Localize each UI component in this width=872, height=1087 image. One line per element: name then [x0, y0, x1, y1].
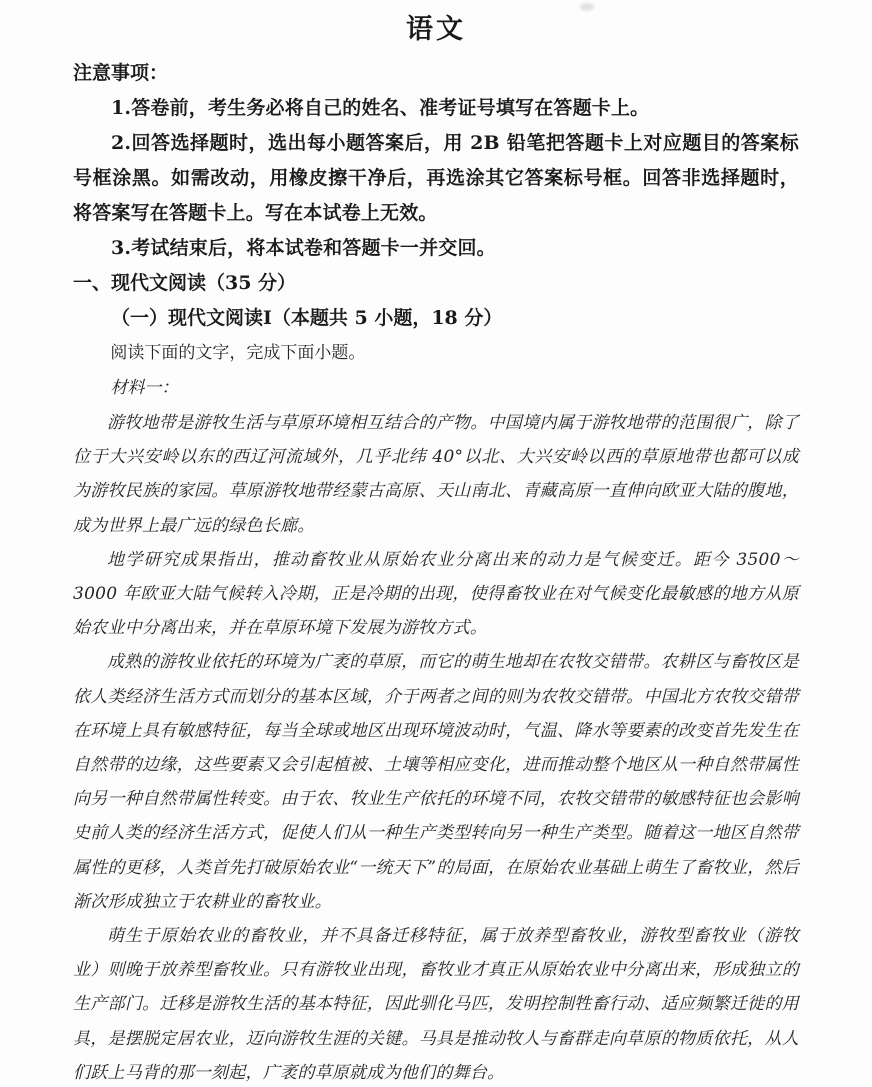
subsection-heading: （一）现代文阅读Ⅰ（本题共 5 小题，18 分） — [111, 307, 503, 329]
reading-instruction: 阅读下面的文字，完成下面小题。 — [110, 343, 366, 363]
scan-smudge — [580, 3, 594, 11]
material-paragraph-3: 成熟的游牧业依托的环境为广袤的草原，而它的萌生地却在农牧交错带。农耕区与畜牧区是依人类经济生活方式而划分的基本区域，介于两者之间的则为农牧交错带。中国北方农牧交错带在环境上具有敏感特征，每当全球或地区出现环境波动时，气温、降水等要素的改变首先发生在自然带的边缘，这些要素又会引起植被、土壤等相应变化，进而推动整个地区从一种自然带属性向另一种自然带属性转变。由于农、牧业生产依托的环境不同，农牧交错带的敏感特征也会影响史前人类的经济生活方式，促使人们从一种生产类型转向另一种生产类型。随着这一地区自然带属性的更移，人类首先打破原始农业“一统天下”的局面，在原始农业基础上萌生了畜牧业，然后渐次形成独立于农耕业的畜牧业。 — [73, 652, 799, 912]
section-heading: 一、现代文阅读（35 分） — [73, 272, 297, 294]
material-paragraph-1: 游牧地带是游牧生活与草原环境相互结合的产物。中国境内属于游牧地带的范围很广，除了位于大兴安岭以东的西辽河流域外，几乎北纬 40°以北、大兴安岭以西的草原地带也都可以成为游牧民族的家园。草原游牧地带经蒙古高原、天山南北、青藏高原一直伸向欧亚大陆的腹地，成为世界上最广远的绿色长廊。 — [73, 413, 799, 536]
notice-heading: 注意事项： — [73, 62, 169, 84]
material-one-label: 材料一： — [110, 378, 179, 398]
notice-item-2: 2.回答选择题时，选出每小题答案后，用 2B 铅笔把答题卡上对应题目的答案标号框涂黑。如需改动，用橡皮擦干净后，再选涂其它答案标号框。回答非选择题时，将答案写在答题卡上。写在本试卷上无效。 — [73, 132, 799, 224]
exam-title: 语文 — [406, 14, 466, 45]
material-paragraph-4: 萌生于原始农业的畜牧业，并不具备迁移特征，属于放养型畜牧业，游牧型畜牧业（游牧业）则晚于放养型畜牧业。只有游牧业出现，畜牧业才真正从原始农业中分离出来，形成独立的生产部门。迁移是游牧生活的基本特征，因此驯化马匹，发明控制牲畜行动、适应频繁迁徙的用具，是摆脱定居农业，迈向游牧生涯的关键。马具是推动牧人与畜群走向草原的物质依托，从人们跃上马背的那一刻起，广袤的草原就成为他们的舞台。 — [73, 926, 799, 1083]
material-paragraph-2: 地学研究成果指出，推动畜牧业从原始农业分离出来的动力是气候变迁。距今 3500～3000 年欧亚大陆气候转入冷期，正是冷期的出现，使得畜牧业在对气候变化最敏感的地方从原始农业中分离出来，并在草原环境下发展为游牧方式。 — [73, 549, 799, 639]
notice-section — [73, 56, 799, 266]
notice-item-3: 3.考试结束后，将本试卷和答题卡一并交回。 — [111, 237, 496, 259]
modern-reading-section — [73, 266, 799, 1087]
notice-item-1: 1.答卷前，考生务必将自己的姓名、准考证号填写在答题卡上。 — [111, 97, 650, 119]
